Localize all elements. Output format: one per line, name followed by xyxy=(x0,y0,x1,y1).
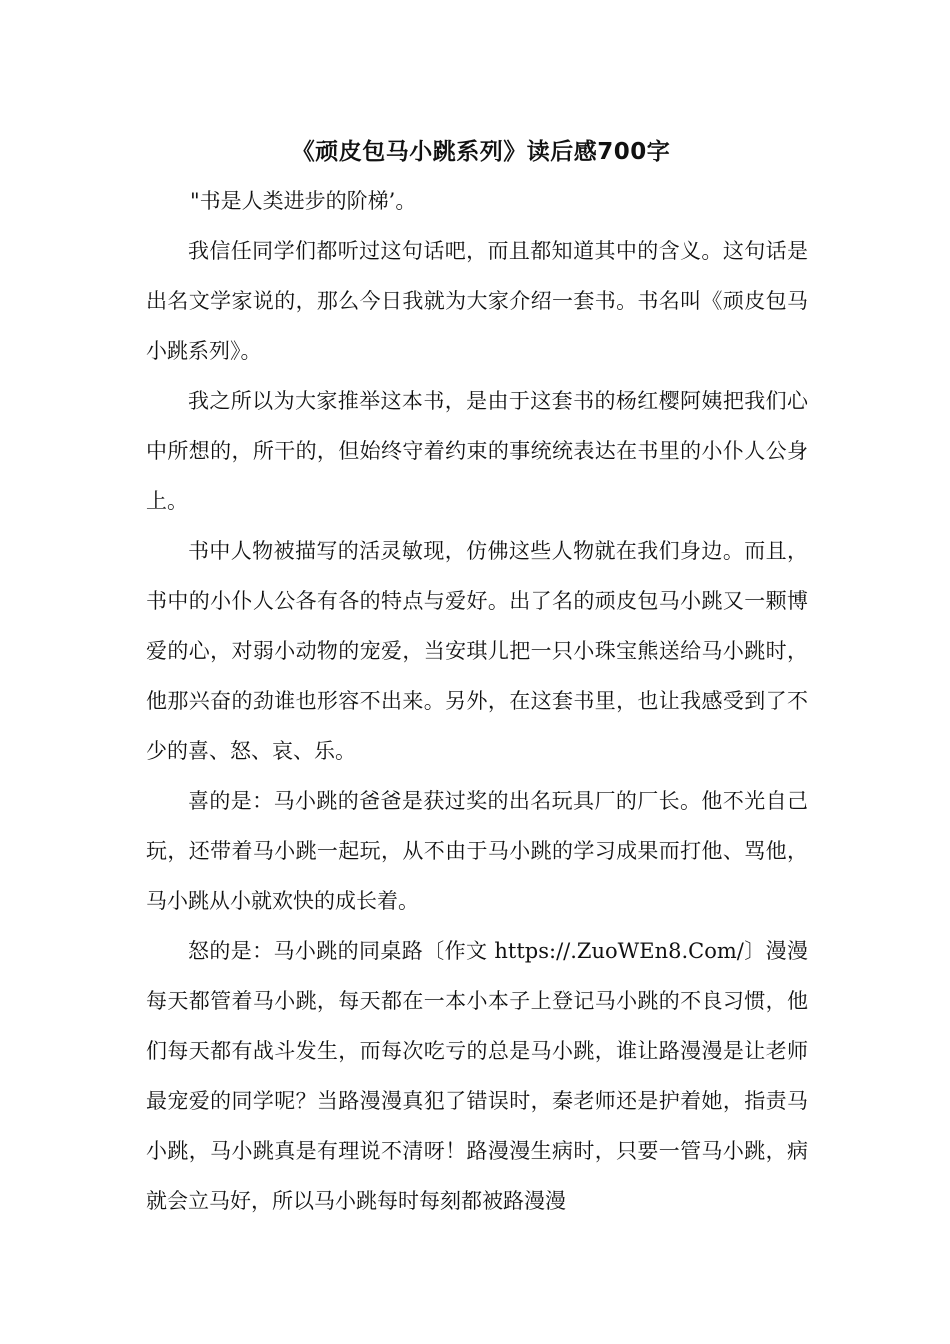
paragraph-recommend: 我之所以为大家推举这本书，是由于这套书的杨红樱阿姨把我们心中所想的，所干的，但始终守着约束的事统统表达在书里的小仆人公身上。 xyxy=(146,389,808,513)
document-title: 《顽皮包马小跳系列》读后感700字 xyxy=(291,139,671,165)
document-page xyxy=(146,128,808,1226)
paragraph-quote: "书是人类进步的阶梯’。 xyxy=(190,189,417,213)
paragraph-joy: 喜的是：马小跳的爸爸是获过奖的出名玩具厂的厂长。他不光自己玩，还带着马小跳一起玩，从不由于马小跳的学习成果而打他、骂他，马小跳从小就欢快的成长着。 xyxy=(146,789,808,913)
paragraph-intro: 我信任同学们都听过这句话吧，而且都知道其中的含义。这句话是出名文学家说的，那么今日我就为大家介绍一套书。书名叫《顽皮包马小跳系列》。 xyxy=(146,239,808,363)
paragraph-anger: 怒的是：马小跳的同桌路〔作文 https://.ZuoWEn8.Com/〕漫漫每天都管着马小跳，每天都在一本小本子上登记马小跳的不良习惯，他们每天都有战斗发生，而每次吃亏的总是马小跳，谁让路漫漫是让老师最宠爱的同学呢？当路漫漫真犯了错误时，秦老师还是护着她，指责马小跳，马小跳真是有理说不清呀！路漫漫生病时，只要一管马小跳，病就会立马好，所以马小跳每时每刻都被路漫漫 xyxy=(146,939,808,1213)
paragraph-characters: 书中人物被描写的活灵敏现，仿佛这些人物就在我们身边。而且，书中的小仆人公各有各的特点与爱好。出了名的顽皮包马小跳又一颗博爱的心，对弱小动物的宠爱，当安琪儿把一只小珠宝熊送给马小跳时，他那兴奋的劲谁也形容不出来。另外，在这套书里，也让我感受到了不少的喜、怒、哀、乐。 xyxy=(146,539,808,763)
